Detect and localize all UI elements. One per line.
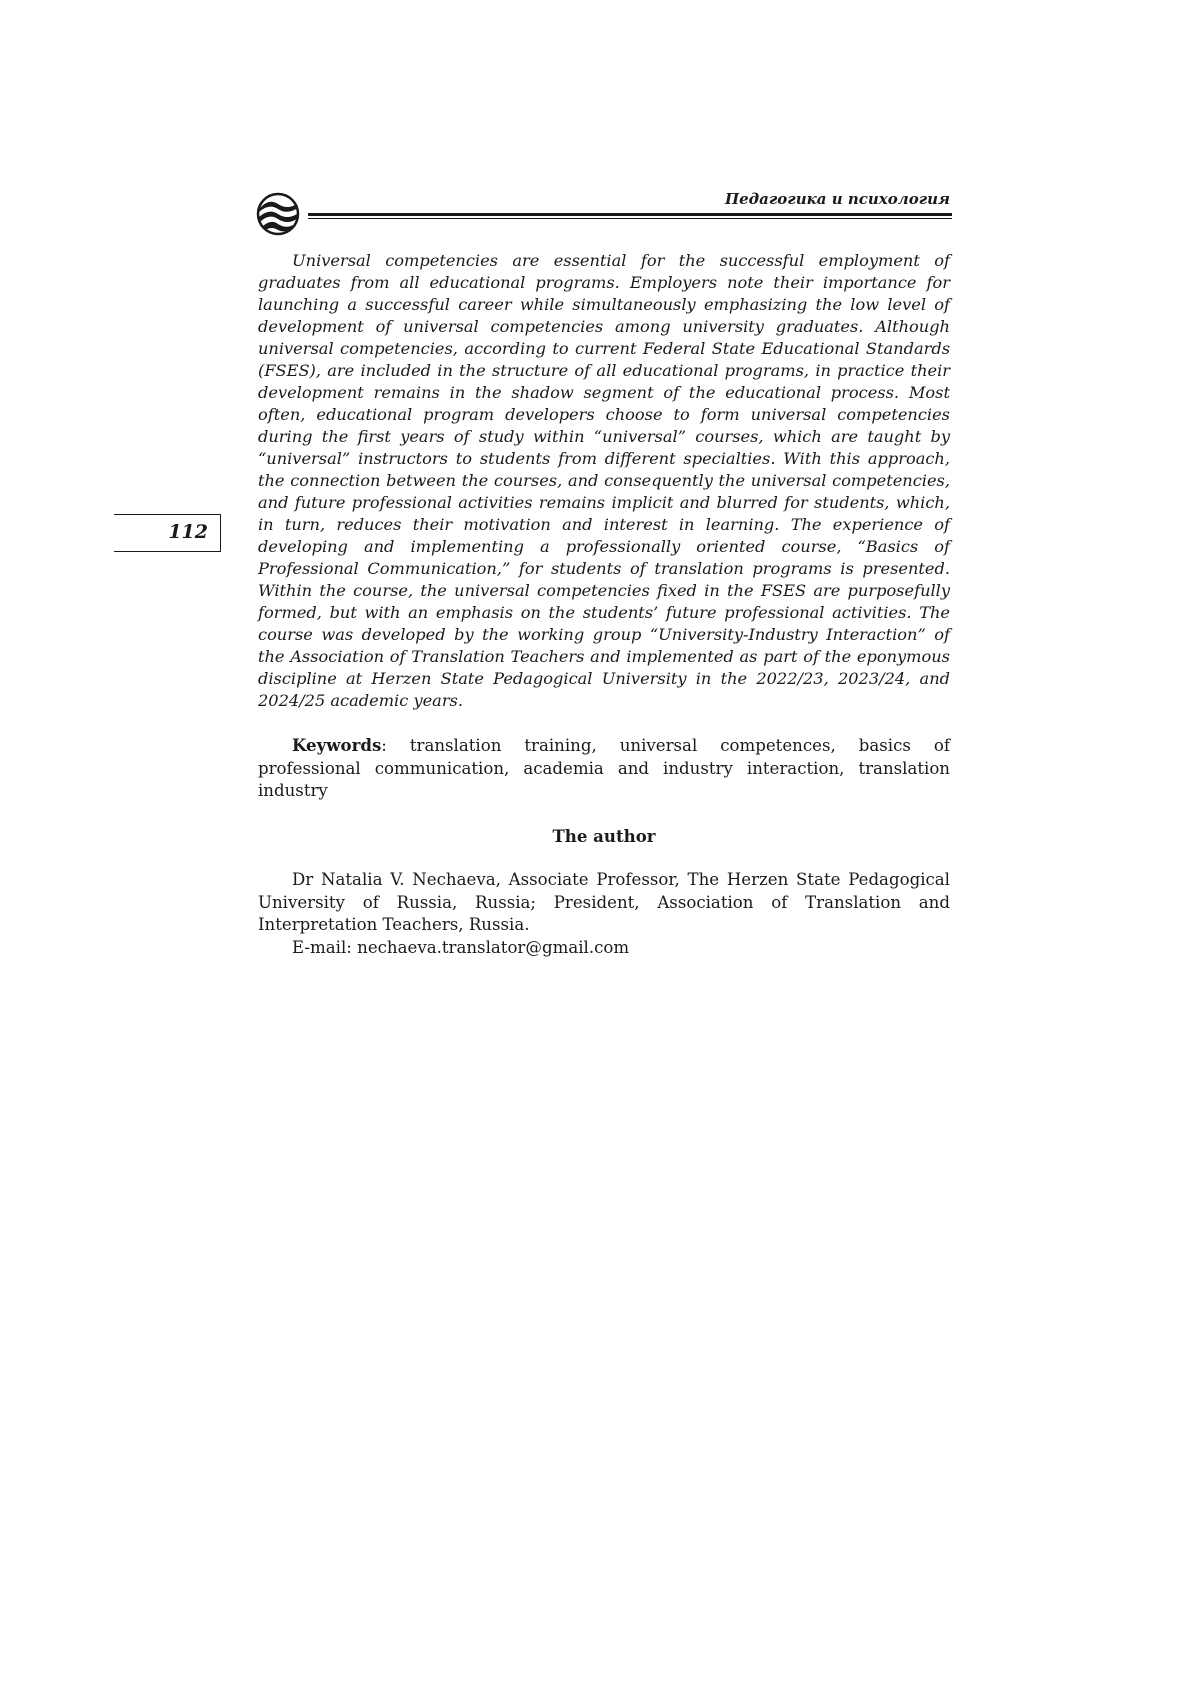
- wave-globe-logo-icon: [256, 192, 302, 236]
- page-number-box: [114, 514, 221, 552]
- journal-section-title: Педагогика и психология: [724, 190, 950, 208]
- keywords-separator: :: [381, 736, 410, 755]
- keywords-paragraph: [258, 734, 950, 803]
- header-rule-thin: [308, 218, 952, 219]
- author-bio: Dr Natalia V. Nechaeva, Associate Professor, The Herzen State Pedagogical University of Russia, Russia; President, Association of Translation and Interpretation Teachers, Russia.: [258, 870, 950, 934]
- author-heading: The author: [552, 825, 656, 846]
- abstract-paragraph: Universal competencies are essential for the successful employment of graduates from all educational programs. Employers note their importance for launching a successful career while simultaneously emphasizing the low level of development of universal competencies among university graduates. Although universal competencies, according to current Federal State Educational Standards (FSES), are included in the structure of all educational programs, in practice their development remains in the shadow segment of the educational process. Most often, educational program developers choose to form universal competencies during the first years of study within “universal” courses, which are taught by “universal” instructors to students from different specialties. With this approach, the connection between the courses, and consequently the universal competencies, and future professional activities remains implicit and blurred for students, which, in turn, reduces their motivation and interest in learning. The experience of developing and implementing a professionally oriented course, “Basics of Professional Communication,” for students of translation programs is presented. Within the course, the universal competencies fixed in the FSES are purposefully formed, but with an emphasis on the students’ future professional activities. The course was developed by the working group “University-Industry Interaction” of the Association of Translation Teachers and implemented as part of the eponymous discipline at Herzen State Pedagogical University in the 2022/23, 2023/24, and 2024/25 academic years.: [258, 251, 950, 710]
- keywords-text: translation training, universal competences, basics of professional communication, academia and industry interaction, translation industry: [258, 736, 950, 800]
- keywords-label: Keywords: [292, 735, 382, 755]
- page-number: 112: [168, 521, 208, 543]
- author-email: E-mail: nechaeva.translator@gmail.com: [292, 937, 630, 957]
- article-content: [258, 250, 950, 959]
- header-rule-thick: [308, 213, 952, 216]
- running-header: [256, 186, 952, 234]
